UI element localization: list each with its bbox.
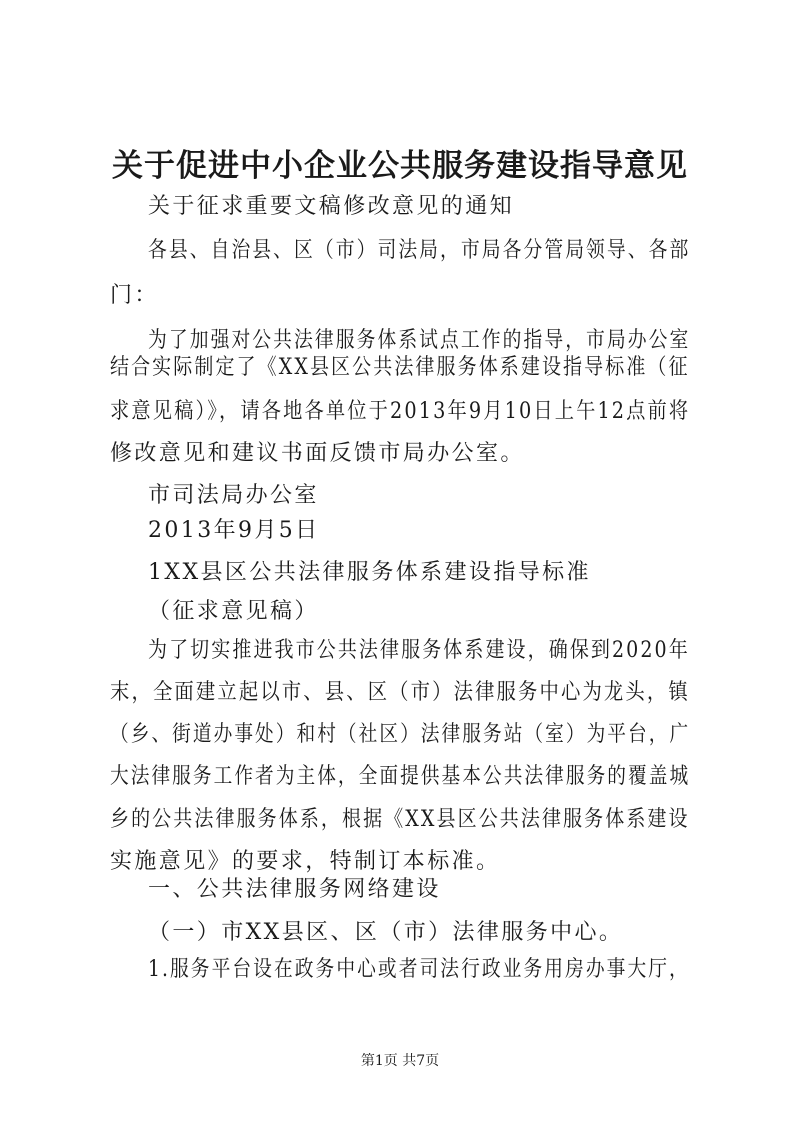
paragraph-line: 1.服务平台设在政务中心或者司法行政业务用房办事大厅， [148, 957, 690, 982]
paragraph-line: 末，全面建立起以市、县、区（市）法律服务中心为龙头，镇 [110, 680, 690, 705]
signature-office: 市司法局办公室 [148, 483, 319, 508]
signature-date: 2013年9月5日 [148, 518, 320, 543]
attachment-subtitle: （征求意见稿） [148, 599, 319, 624]
page-number: 第1页 共7页 [360, 1053, 440, 1069]
paragraph-line: 各县、自治县、区（市）司法局，市局各分管局领导、各部 [148, 238, 691, 263]
paragraph-line: 门： [110, 283, 159, 308]
paragraph-line: 为了加强对公共法律服务体系试点工作的指导，市局办公室 [148, 328, 691, 353]
document-title: 关于促进中小企业公共服务建设指导意见 [112, 148, 688, 184]
paragraph-line: 求意见稿）》，请各地各单位于2013年9月10日上午12点前将 [110, 399, 691, 424]
paragraph-line: （乡、街道办事处）和村（社区）法律服务站（室）为平台，广 [110, 722, 691, 747]
paragraph-line: 大法律服务工作者为主体，全面提供基本公共法律服务的覆盖城 [110, 764, 691, 789]
paragraph-line: 修改意见和建议书面反馈市局办公室。 [110, 441, 525, 466]
notice-heading: 关于征求重要文稿修改意见的通知 [148, 194, 515, 219]
paragraph-line: 实施意见》的要求，特制订本标准。 [110, 849, 501, 874]
paragraph-line: 为了切实推进我市公共法律服务体系建设，确保到2020年 [148, 638, 690, 663]
paragraph-line: 结合实际制定了《XX县区公共法律服务体系建设指导标准（征 [110, 355, 690, 380]
attachment-title: 1XX县区公共法律服务体系建设指导标准 [148, 560, 591, 585]
subsection-heading: （一）市XX县区、区（市）法律服务中心。 [148, 920, 624, 945]
paragraph-line: 乡的公共法律服务体系，根据《XX县区公共法律服务体系建设 [110, 807, 690, 832]
section-heading: 一、公共法律服务网络建设 [148, 877, 441, 902]
